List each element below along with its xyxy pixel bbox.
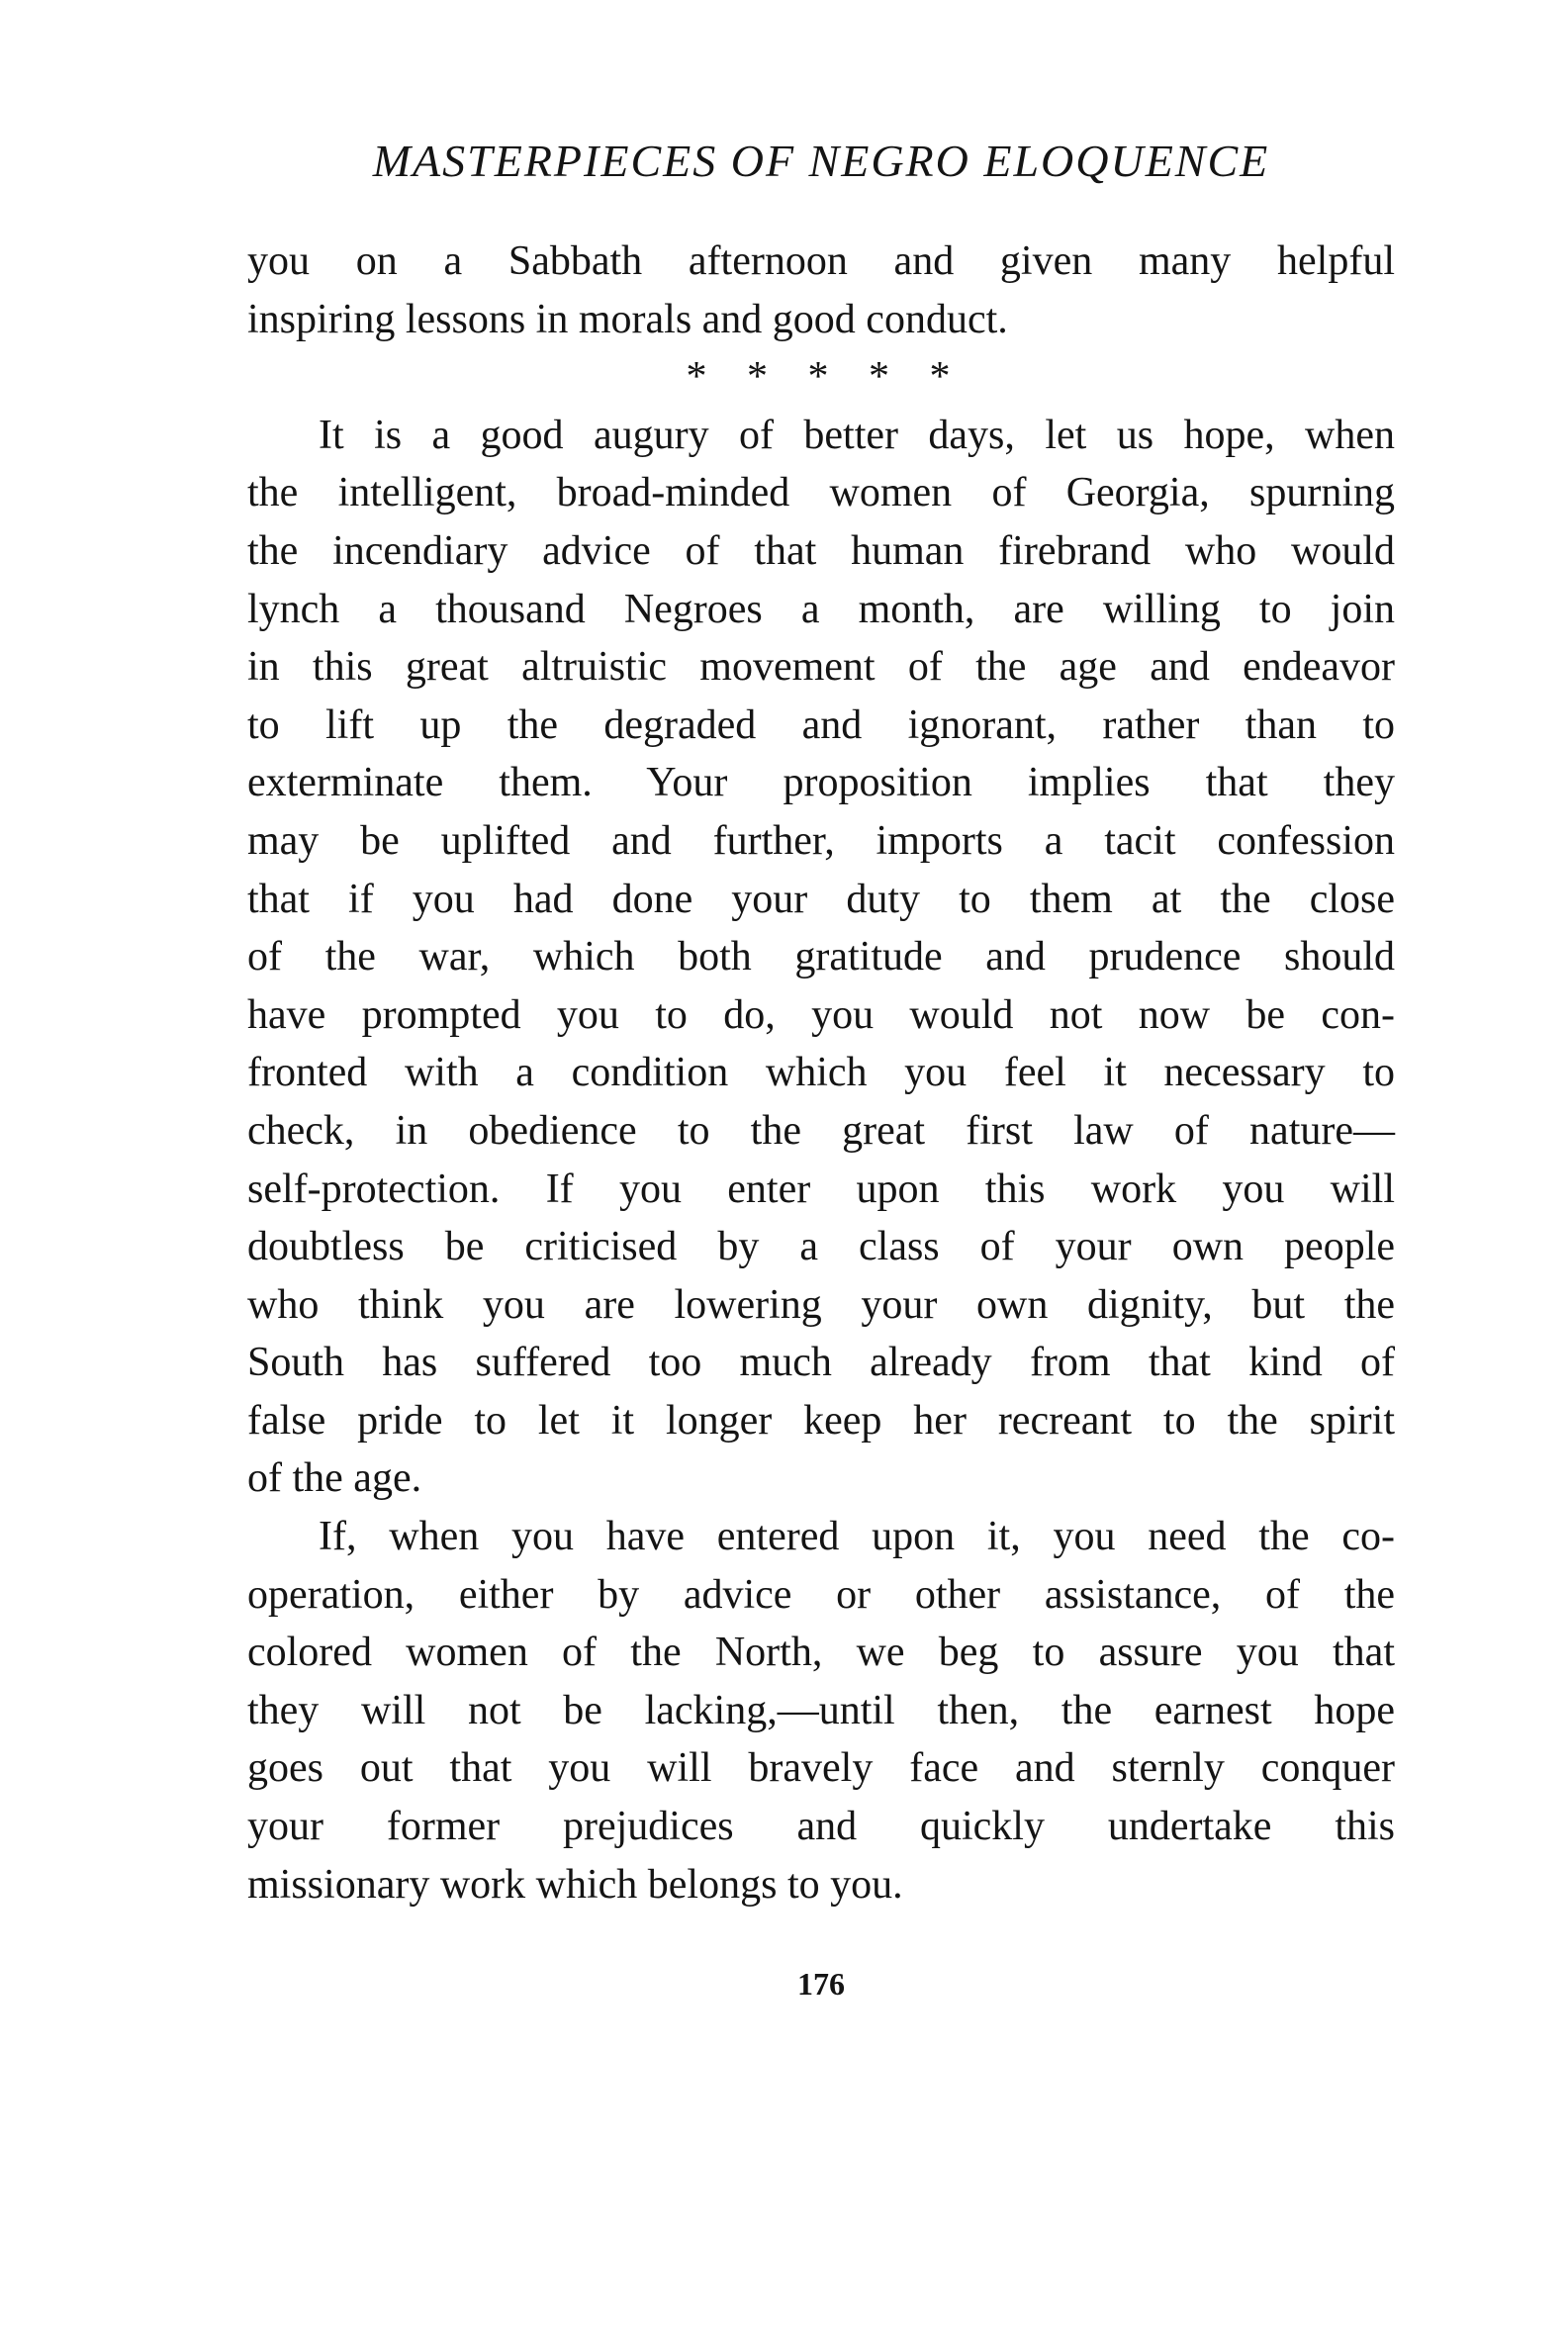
- text-line: check, in obedience to the great first law of nature—: [247, 1107, 1395, 1154]
- text-line: the incendiary advice of that human firebrand who would: [247, 527, 1395, 574]
- text-line: false pride to let it longer keep her recreant to the spirit: [247, 1397, 1395, 1444]
- text-line: may be uplifted and further, imports a tacit confession: [247, 817, 1395, 864]
- text-line: self-protection. If you enter upon this work you will: [247, 1166, 1395, 1212]
- text-line: inspiring lessons in morals and good conduct.: [247, 296, 1008, 342]
- section-separator: * * * * *: [686, 354, 957, 401]
- text-line: that if you had done your duty to them at the close: [247, 876, 1395, 922]
- text-line: fronted with a condition which you feel it necessary to: [247, 1050, 1395, 1096]
- text-line: they will not be lacking,—until then, the earnest hope: [247, 1687, 1395, 1733]
- text-line: the intelligent, broad-minded women of Georgia, spurning: [247, 470, 1395, 516]
- running-head: MASTERPIECES OF NEGRO ELOQUENCE: [372, 136, 1270, 186]
- text-line: lynch a thousand Negroes a month, are willing to join: [247, 586, 1395, 632]
- text-line: have prompted you to do, you would not now be con-: [247, 991, 1395, 1038]
- page-number: 176: [797, 1966, 845, 2002]
- text-line: If, when you have entered upon it, you need the co-: [319, 1514, 1395, 1560]
- text-line: in this great altruistic movement of the age and endeavor: [247, 644, 1395, 691]
- text-line: operation, either by advice or other assistance, of the: [247, 1571, 1395, 1618]
- paragraph-continuation: [247, 233, 1395, 348]
- text-line: you on a Sabbath afternoon and given many helpful: [247, 238, 1395, 284]
- text-line: your former prejudices and quickly undertake this: [247, 1804, 1395, 1850]
- text-line: of the age.: [247, 1455, 422, 1502]
- text-line: colored women of the North, we beg to assure you that: [247, 1630, 1395, 1676]
- paragraph: [247, 407, 1395, 1508]
- body-text: [247, 233, 1395, 1913]
- text-line: goes out that you will bravely face and sternly conquer: [247, 1745, 1395, 1792]
- text-line: missionary work which belongs to you.: [247, 1861, 903, 1908]
- text-line: It is a good augury of better days, let us hope, when: [319, 412, 1395, 458]
- text-line: exterminate them. Your proposition implies that they: [247, 760, 1395, 806]
- text-line: of the war, which both gratitude and prudence should: [247, 934, 1395, 980]
- paragraph: [247, 1508, 1395, 1913]
- text-line: doubtless be criticised by a class of your own people: [247, 1224, 1395, 1270]
- text-line: South has suffered too much already from that kind of: [247, 1340, 1395, 1386]
- text-line: to lift up the degraded and ignorant, rather than to: [247, 701, 1395, 748]
- text-line: who think you are lowering your own dignity, but the: [247, 1281, 1395, 1328]
